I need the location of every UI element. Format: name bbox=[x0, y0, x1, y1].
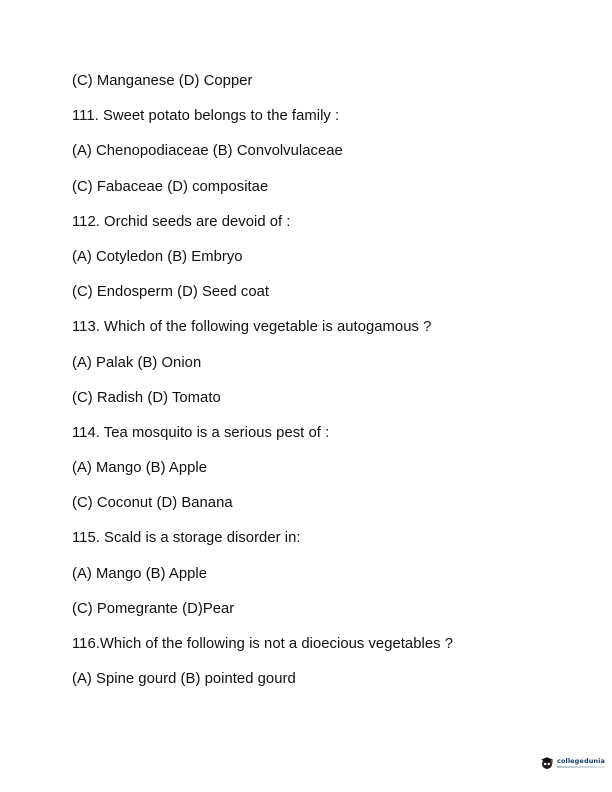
logo-text-group bbox=[557, 758, 605, 768]
question-line: 116.Which of the following is not a dioecious vegetables ? bbox=[72, 636, 454, 652]
option-line: (C) Radish (D) Tomato bbox=[72, 389, 221, 406]
question-content bbox=[72, 71, 572, 689]
logo-wordmark: collegedunia bbox=[557, 757, 605, 766]
option-line: (A) Mango (B) Apple bbox=[72, 460, 208, 477]
option-line: (A) Palak (B) Onion bbox=[72, 354, 202, 371]
option-line: (C) Fabaceae (D) compositae bbox=[72, 178, 269, 195]
question-line: 111. Sweet potato belongs to the family : bbox=[72, 108, 340, 125]
option-line: (A) Spine gourd (B) pointed gourd bbox=[72, 671, 296, 688]
question-line: 114. Tea mosquito is a serious pest of : bbox=[72, 424, 330, 441]
option-line: (A) Cotyledon (B) Embryo bbox=[72, 248, 243, 265]
option-line: (C) Pomegrante (D)Pear bbox=[72, 600, 235, 617]
option-line: (A) Chenopodiaceae (B) Convolvulaceae bbox=[72, 143, 343, 160]
graduate-cap-mascot-icon bbox=[540, 756, 554, 770]
option-line: (C) Endosperm (D) Seed coat bbox=[72, 284, 270, 301]
question-line: 113. Which of the following vegetable is autogamous ? bbox=[72, 319, 432, 336]
question-line: 112. Orchid seeds are devoid of : bbox=[72, 213, 291, 230]
option-line: (A) Mango (B) Apple bbox=[72, 565, 208, 582]
option-line: (C) Coconut (D) Banana bbox=[72, 495, 233, 512]
logo-tagline-rule bbox=[557, 766, 605, 768]
option-line: (C) Manganese (D) Copper bbox=[72, 73, 253, 89]
question-line: 115. Scald is a storage disorder in: bbox=[72, 530, 301, 547]
collegedunia-logo bbox=[540, 754, 608, 772]
